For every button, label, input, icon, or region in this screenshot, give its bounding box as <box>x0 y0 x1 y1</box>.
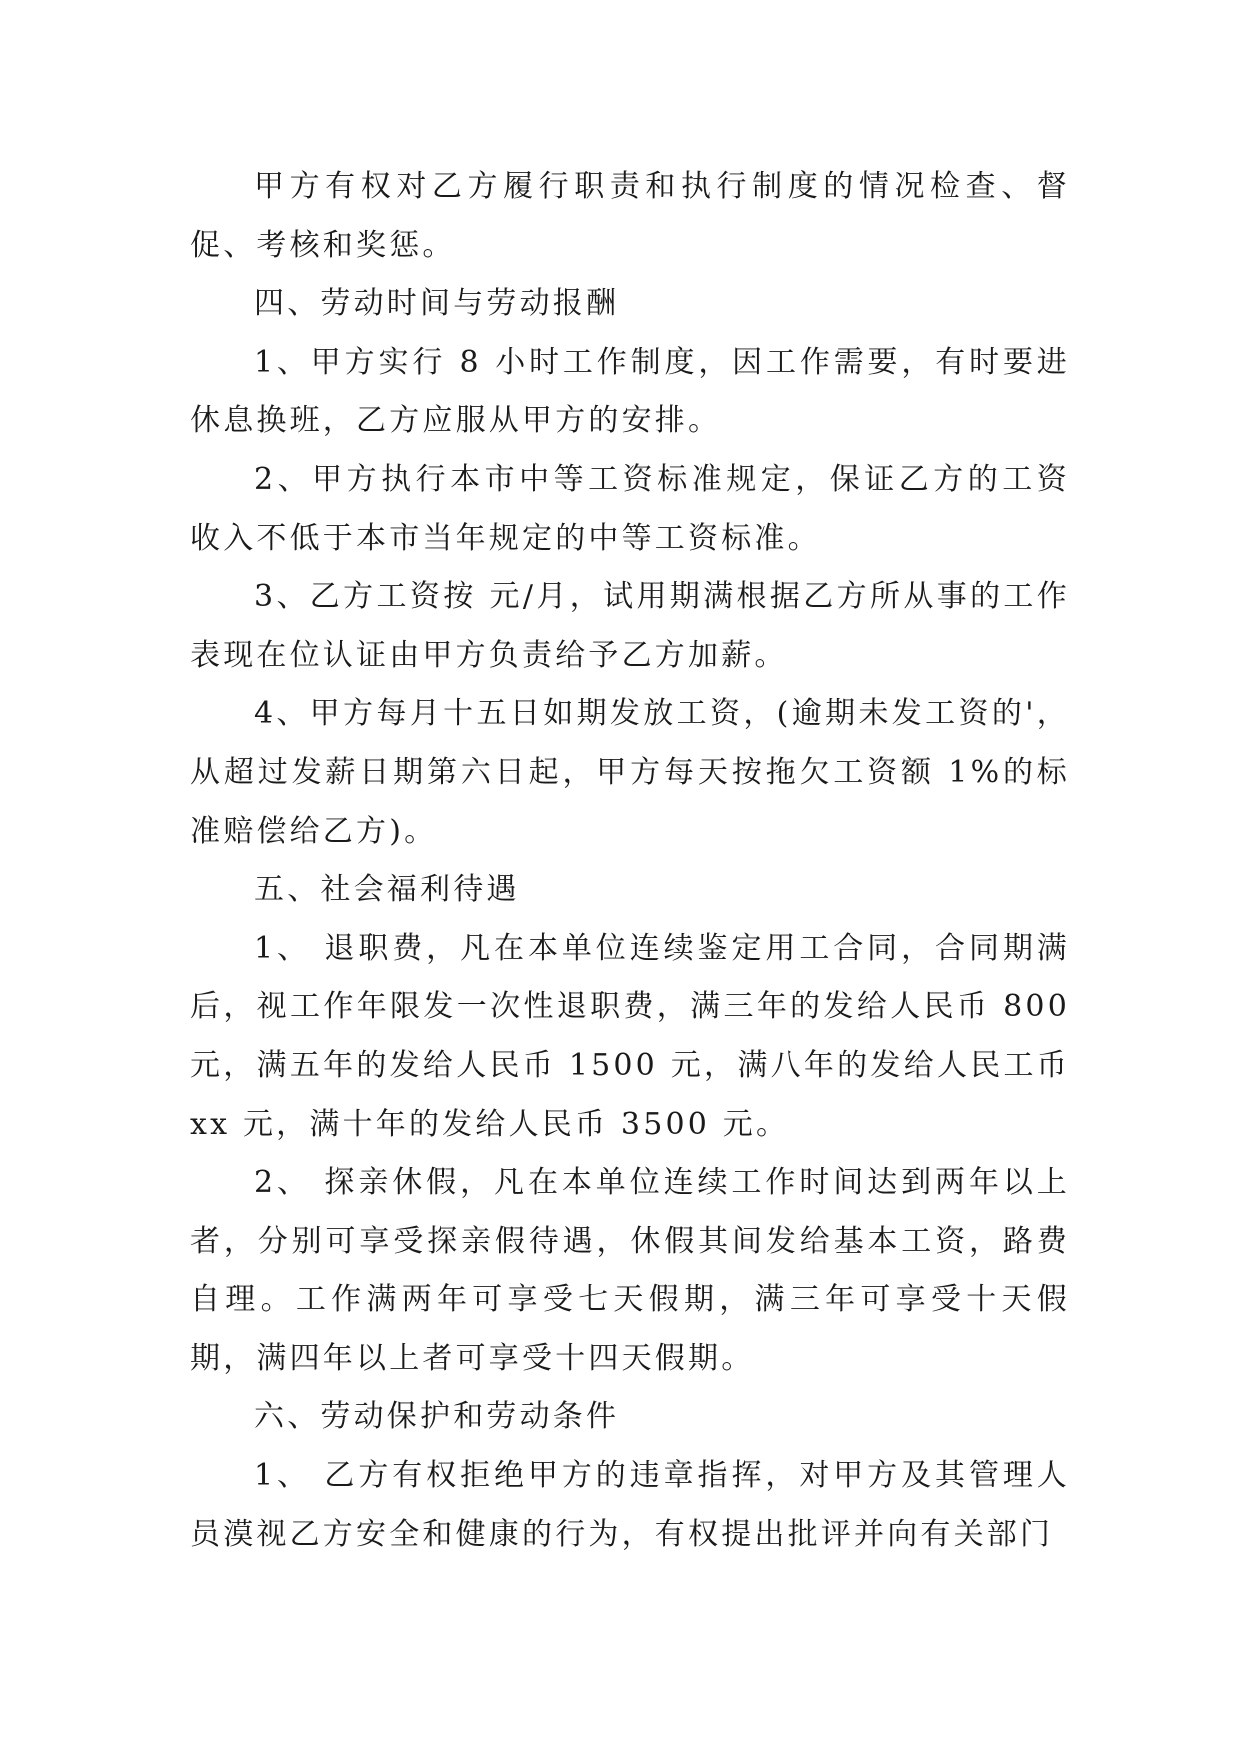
paragraph-monthly-wage: 3、乙方工资按 元/月，试用期满根据乙方所从事的工作表现在位认证由甲方负责给予乙方加薪。 <box>190 579 1070 673</box>
heading-section-four: 四、劳动时间与劳动报酬 <box>254 286 620 322</box>
paragraph-wage-standard: 2、甲方执行本市中等工资标准规定，保证乙方的工资收入不低于本市当年规定的中等工资标准。 <box>190 461 1070 556</box>
paragraph-severance-pay: 1、 退职费，凡在本单位连续鉴定用工合同，合同期满后，视工作年限发一次性退职费，满三年的发给人民币 800 元，满五年的发给人民币 1500 元，满八年的发给人民工币 xx 元，满十年的发给人民币 3500 元。 <box>190 930 1070 1142</box>
paragraph-safety-rights: 1、 乙方有权拒绝甲方的违章指挥，对甲方及其管理人员漠视乙方安全和健康的行为，有权提出批评并向有关部门 <box>190 1458 1070 1552</box>
paragraph-home-leave: 2、 探亲休假，凡在本单位连续工作时间达到两年以上者，分别可享受探亲假待遇，休假其间发给基本工资，路费自理。工作满两年可享受七天假期，满三年可享受十天假期，满四年以上者可享受十四天假期。 <box>190 1165 1070 1376</box>
document-body <box>190 158 1070 1564</box>
heading-section-six: 六、劳动保护和劳动条件 <box>254 1399 620 1435</box>
paragraph-inspection-rights: 甲方有权对乙方履行职责和执行制度的情况检查、督促、考核和奖惩。 <box>190 169 1070 263</box>
paragraph-working-hours: 1、甲方实行 8 小时工作制度，因工作需要，有时要进休息换班，乙方应服从甲方的安排。 <box>190 344 1070 439</box>
paragraph-payment-date: 4、甲方每月十五日如期发放工资，(逾期未发工资的'，从超过发薪日期第六日起，甲方每天按拖欠工资额 1%的标准赔偿给乙方)。 <box>190 696 1070 849</box>
heading-section-five: 五、社会福利待遇 <box>254 872 520 908</box>
